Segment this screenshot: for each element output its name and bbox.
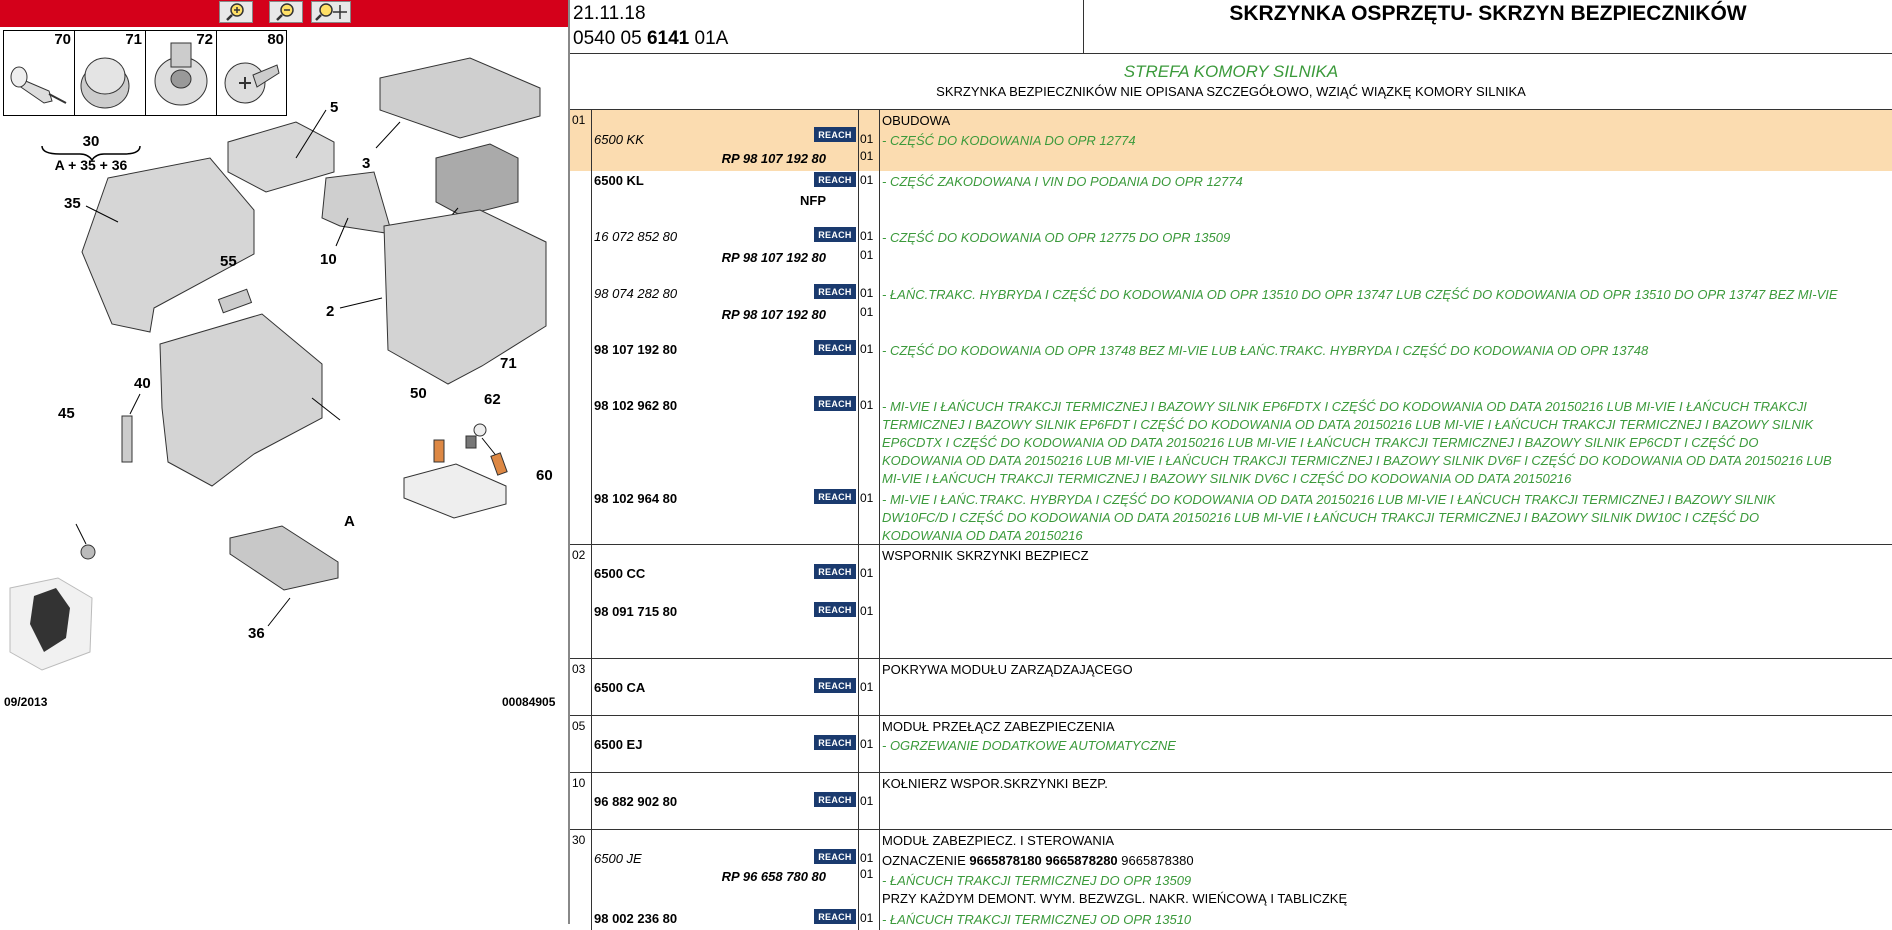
- part-36-shape: [230, 526, 338, 590]
- exploded-view-diagram: [0, 99, 568, 718]
- zoom-in-button[interactable]: [219, 1, 253, 23]
- replacement-quantity: 01: [860, 149, 874, 163]
- part-60-shape: [491, 453, 507, 475]
- reach-badge[interactable]: REACH: [814, 127, 856, 142]
- part-10-shape: [322, 172, 392, 234]
- diagram-toolbar: [0, 0, 568, 27]
- header-code-suffix: 01A: [689, 28, 729, 49]
- parts-panel: [570, 0, 1892, 927]
- reach-badge[interactable]: REACH: [814, 564, 856, 579]
- part-description: - CZĘŚĆ DO KODOWANIA DO OPR 12774: [882, 133, 1136, 148]
- thumbnail-number: 70: [54, 31, 71, 48]
- quantity: 01: [860, 132, 874, 146]
- parts-table: [570, 109, 1892, 930]
- quantity: 01: [860, 286, 874, 300]
- fuse-holder-shape: [404, 464, 506, 518]
- quantity: 01: [860, 342, 874, 356]
- part-number[interactable]: 98 002 236 80: [594, 911, 678, 926]
- diagram-code: 00084905: [502, 695, 556, 709]
- marking-label: OZNACZENIE: [882, 853, 966, 868]
- group-10: [570, 772, 1892, 829]
- zone-subtitle: SKRZYNKA BEZPIECZNIKÓW NIE OPISANA SZCZEGÓŁOWO, WZIĄĆ WIĄZKĘ KOMORY SILNIKA: [936, 84, 1526, 99]
- group-title: OBUDOWA: [882, 113, 951, 128]
- parts-header: [570, 0, 1892, 54]
- zoom-out-icon: [274, 2, 298, 22]
- group-number: 03: [572, 662, 586, 676]
- header-date: 21.11.18: [573, 3, 646, 24]
- quantity: 01: [860, 491, 874, 505]
- header-code: [573, 28, 728, 50]
- quantity: 01: [860, 398, 874, 412]
- header-code-bold: 6141: [646, 28, 690, 49]
- group-number: 02: [572, 548, 586, 562]
- reach-badge[interactable]: REACH: [814, 340, 856, 355]
- part-description: - CZĘŚĆ DO KODOWANIA OD OPR 12775 DO OPR 13509: [882, 230, 1231, 245]
- thumbnail-72[interactable]: [146, 31, 217, 115]
- part-number[interactable]: 98 102 964 80: [594, 491, 678, 506]
- part-2-shape: [384, 210, 546, 384]
- part-number[interactable]: 6500 CA: [594, 680, 646, 695]
- quantity: 01: [860, 794, 874, 808]
- thumbnail-80[interactable]: [217, 31, 287, 115]
- replacement-part[interactable]: RP 98 107 192 80: [721, 307, 826, 322]
- part-5-shape: [228, 122, 334, 192]
- group-title: MODUŁ ZABEZPIECZ. I STEROWANIA: [882, 833, 1115, 848]
- replacement-part[interactable]: RP 98 107 192 80: [721, 151, 826, 166]
- callout-50: 50: [410, 385, 427, 402]
- callout-10: 10: [320, 251, 337, 268]
- page-title: SKRZYNKA OSPRZĘTU- SKRZYN BEZPIECZNIKÓW: [1229, 2, 1747, 25]
- callout-a: A: [344, 513, 355, 530]
- group-02: [570, 544, 1892, 658]
- zoom-in-icon: [224, 2, 248, 22]
- callout-36: 36: [248, 625, 265, 642]
- zone-header: [570, 54, 1892, 109]
- diagram-date: 09/2013: [4, 695, 48, 709]
- quantity: 01: [860, 173, 874, 187]
- quantity: 01: [860, 911, 874, 925]
- diagram-panel: [0, 0, 568, 924]
- reach-badge[interactable]: REACH: [814, 489, 856, 504]
- thumbnail-number: 72: [196, 31, 213, 48]
- replacement-quantity: 01: [860, 867, 874, 881]
- callout-5: 5: [330, 99, 339, 116]
- marking-line: [882, 853, 1194, 868]
- part-number[interactable]: 16 072 852 80: [594, 229, 678, 244]
- group-title: WSPORNIK SKRZYNKI BEZPIECZ: [882, 548, 1089, 563]
- quantity: 01: [860, 680, 874, 694]
- group-number: 30: [572, 833, 586, 847]
- replacement-part[interactable]: RP 98 107 192 80: [721, 250, 826, 265]
- callout-35: 35: [64, 195, 81, 212]
- header-code-prefix: 0540 05: [573, 28, 647, 49]
- part-71-shape: [474, 424, 486, 436]
- replacement-quantity: 01: [860, 305, 874, 319]
- part-description: - MI-VIE I ŁAŃCUCH TRAKCJI TERMICZNEJ I BAZOWY SILNIK EP6FDTX I CZĘŚĆ DO KODOWANIA OD DATA 20150216 LUB MI-VIE I ŁAŃCUCH TRAKCJI TERMICZNEJ I BAZOWY SILNIK EP6FDT I CZĘŚĆ DO KODOWANIA OD DATA 20150216 LUB MI-VIE I ŁAŃCUCH TRAKCJI TERMICZNEJ I BAZOWY SILNIK EP6CDTX I CZĘŚĆ DO KODOWANIA OD DATA 20150216 LUB MI-VIE I ŁAŃCUCH TRAKCJI TERMICZNEJ I BAZOWY SILNIK EP6CDT I CZĘŚĆ DO KODOWANIA OD DATA 20150216 LUB MI-VIE I ŁAŃCUCH TRAKCJI TERMICZNEJ I BAZOWY SILNIK DV6F I CZĘŚĆ DO KODOWANIA OD DATA 20150216 LUB MI-VIE I ŁAŃCUCH TRAKCJI TERMICZNEJ I BAZOWY SILNIK DV6C I CZĘŚĆ DO KODOWANIA OD DATA 20150216: [882, 399, 1832, 486]
- part-50-shape: [434, 440, 444, 462]
- part-1-shape: [436, 144, 518, 216]
- quantity: 01: [860, 229, 874, 243]
- reach-badge[interactable]: REACH: [814, 172, 856, 187]
- reach-badge[interactable]: REACH: [814, 849, 856, 864]
- part-number[interactable]: 98 107 192 80: [594, 342, 678, 357]
- part-description: - MI-VIE I ŁAŃC.TRAKC. HYBRYDA I CZĘŚĆ DO KODOWANIA OD DATA 20150216 LUB MI-VIE I ŁAŃCUCH TRAKCJI TERMICZNEJ I BAZOWY SILNIK DW10FC/D I CZĘŚĆ DO KODOWANIA OD DATA 20150216 LUB MI-VIE I ŁAŃCUCH TRAKCJI TERMICZNEJ I BAZOWY SILNIK DW10C I CZĘŚĆ DO KODOWANIA OD DATA 20150216: [882, 492, 1776, 543]
- part-number[interactable]: 98 102 962 80: [594, 398, 678, 413]
- reach-badge[interactable]: REACH: [814, 602, 856, 617]
- part-62-shape: [466, 436, 476, 448]
- reach-badge[interactable]: REACH: [814, 792, 856, 807]
- part-description: - ŁAŃCUCH TRAKCJI TERMICZNEJ OD OPR 13510: [882, 912, 1192, 927]
- part-55-shape: [219, 289, 252, 312]
- callout-45: 45: [58, 405, 75, 422]
- part-number[interactable]: 98 074 282 80: [594, 286, 678, 301]
- part-number[interactable]: 98 091 715 80: [594, 604, 678, 619]
- quantity: 01: [860, 851, 874, 865]
- part-number[interactable]: 6500 EJ: [594, 737, 643, 752]
- marking-code: 9665878180: [969, 853, 1042, 868]
- fastener-thumbnails: [3, 30, 287, 116]
- quantity: 01: [860, 566, 874, 580]
- part-number[interactable]: 6500 CC: [594, 566, 646, 581]
- thumbnail-number: 80: [267, 31, 284, 48]
- group-title: POKRYWA MODUŁU ZARZĄDZAJĄCEGO: [882, 662, 1133, 677]
- group-number: 01: [572, 113, 586, 127]
- part-number[interactable]: 96 882 902 80: [594, 794, 678, 809]
- replacement-part[interactable]: RP 96 658 780 80: [721, 869, 826, 884]
- part-40-shape: [122, 416, 132, 462]
- quantity: 01: [860, 604, 874, 618]
- callout-2: 2: [326, 303, 335, 320]
- part-45-shape: [81, 545, 95, 559]
- part-number[interactable]: 6500 JE: [594, 851, 642, 866]
- part-note: PRZY KAŻDYM DEMONT. WYM. BEZWZGL. NAKR. WIEŃCOWĄ I TABLICZKĘ: [882, 891, 1348, 906]
- callout-3: 3: [362, 155, 371, 172]
- zoom-out-button[interactable]: [269, 1, 303, 23]
- part-description: - ŁAŃC.TRAKC. HYBRYDA I CZĘŚĆ DO KODOWANIA OD OPR 13510 DO OPR 13747 LUB CZĘŚĆ DO KODOWANIA OD OPR 13510 DO OPR 13747 BEZ MI-VIE: [882, 287, 1838, 302]
- part-description: - CZĘŚĆ DO KODOWANIA OD OPR 13748 BEZ MI-VIE LUB ŁAŃC.TRAKC. HYBRYDA I CZĘŚĆ DO KODOWANIA OD OPR 13748: [882, 343, 1649, 358]
- callout-40: 40: [134, 375, 151, 392]
- marking-code: 9665878380: [1121, 853, 1194, 868]
- thumbnail-number: 71: [125, 31, 142, 48]
- callout-71: 71: [500, 355, 517, 372]
- part-description: - OGRZEWANIE DODATKOWE AUTOMATYCZNE: [882, 738, 1176, 753]
- group-title: KOŁNIERZ WSPOR.SKRZYNKI BEZP.: [882, 776, 1108, 791]
- reach-badge[interactable]: REACH: [814, 396, 856, 411]
- zone-title: STREFA KOMORY SILNIKA: [1123, 62, 1339, 81]
- callout-55: 55: [220, 253, 237, 270]
- reach-badge[interactable]: REACH: [814, 909, 856, 924]
- reach-badge[interactable]: REACH: [814, 284, 856, 299]
- marking-code: 9665878280: [1045, 853, 1118, 868]
- callout-30: 30: [82, 133, 100, 150]
- group-number: 10: [572, 776, 586, 790]
- callout-62: 62: [484, 391, 501, 408]
- thumbnail-71[interactable]: [75, 31, 146, 115]
- group-title: MODUŁ PRZEŁĄCZ ZABEZPIECZENIA: [882, 719, 1115, 734]
- quantity: 01: [860, 737, 874, 751]
- callout-a-35-36: A + 35 + 36: [54, 157, 128, 173]
- group-03: [570, 658, 1892, 715]
- replacement-quantity: 01: [860, 248, 874, 262]
- reach-badge[interactable]: REACH: [814, 735, 856, 750]
- group-30: [570, 829, 1892, 930]
- part-description: - ŁAŃCUCH TRAKCJI TERMICZNEJ DO OPR 13509: [882, 873, 1192, 888]
- group-05: [570, 715, 1892, 772]
- group-number: 05: [572, 719, 586, 733]
- part-3-shape: [380, 58, 540, 138]
- zoom-pan-button[interactable]: [311, 1, 351, 23]
- part-description: - CZĘŚĆ ZAKODOWANA I VIN DO PODANIA DO OPR 12774: [882, 174, 1243, 189]
- group-01: [570, 109, 1892, 544]
- reach-badge[interactable]: REACH: [814, 678, 856, 693]
- thumbnail-70[interactable]: [4, 31, 75, 115]
- callout-60: 60: [536, 467, 553, 484]
- part-a-shape: [160, 314, 322, 486]
- zoom-pan-icon: [314, 2, 348, 22]
- part-number[interactable]: 6500 KK: [594, 132, 644, 147]
- nfp-label: NFP: [800, 193, 826, 208]
- part-number[interactable]: 6500 KL: [594, 173, 644, 188]
- reach-badge[interactable]: REACH: [814, 227, 856, 242]
